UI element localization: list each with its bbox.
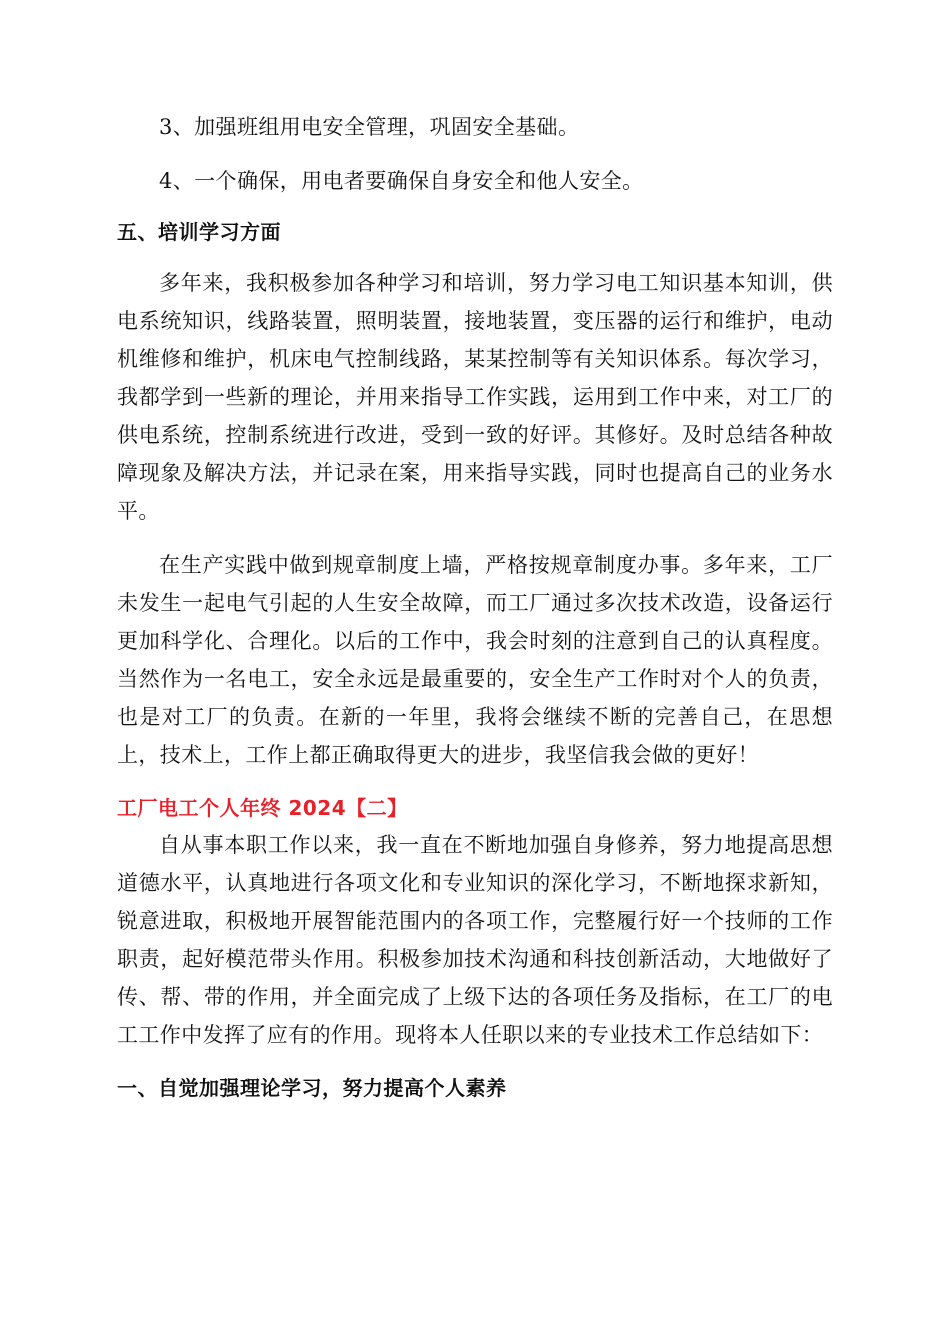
paragraph-training: 多年来，我积极参加各种学习和培训，努力学习电工知识基本知训，供电系统知识，线路装置，照明装置，接地装置，变压器的运行和维护，电动机维修和维护，机床电气控制线路，某某控制等有关知识体系。每次学习，我都学到一些新的理论，并用来指导工作实践，运用到工作中来，对工厂的供电系统，控制系统进行改进，受到一致的好评。其修好。及时总结各种故障现象及解决方法，并记录在案，用来指导实践，同时也提高自己的业务水平。 [117,271,833,523]
document-page [117,108,833,1106]
list-item-3: 3、加强班组用电安全管理，巩固安全基础。 [159,115,580,139]
section-heading-training: 五、培训学习方面 [117,220,281,244]
paragraph-intro-part-two: 自从事本职工作以来，我一直在不断地加强自身修养，努力地提高思想道德水平，认真地进行各项文化和专业知识的深化学习，不断地探求新知，锐意进取，积极地开展智能范围内的各项工作，完整履行好一个技师的工作职责，起好模范带头作用。积极参加技术沟通和科技创新活动，大地做好了传、帮、带的作用，并全面完成了上级下达的各项任务及指标，在工厂的电工工作中发挥了应有的作用。现将本人任职以来的专业技术工作总结如下： [117,833,833,1047]
section-heading-theory-study: 一、自觉加强理论学习，努力提高个人素养 [117,1076,507,1100]
document-title-part-two: 工厂电工个人年终 2024【二】 [117,796,408,820]
list-item-4: 4、一个确保，用电者要确保自身安全和他人安全。 [159,169,644,193]
paragraph-practice: 在生产实践中做到规章制度上墙，严格按规章制度办事。多年来，工厂未发生一起电气引起的人生安全故障，而工厂通过多次技术改造，设备运行更加科学化、合理化。以后的工作中，我会时刻的注意到自己的认真程度。当然作为一名电工，安全永远是最重要的，安全生产工作时对个人的负责，也是对工厂的负责。在新的一年里，我将会继续不断的完善自己，在思想上，技术上，工作上都正确取得更大的进步，我坚信我会做的更好！ [117,553,833,767]
